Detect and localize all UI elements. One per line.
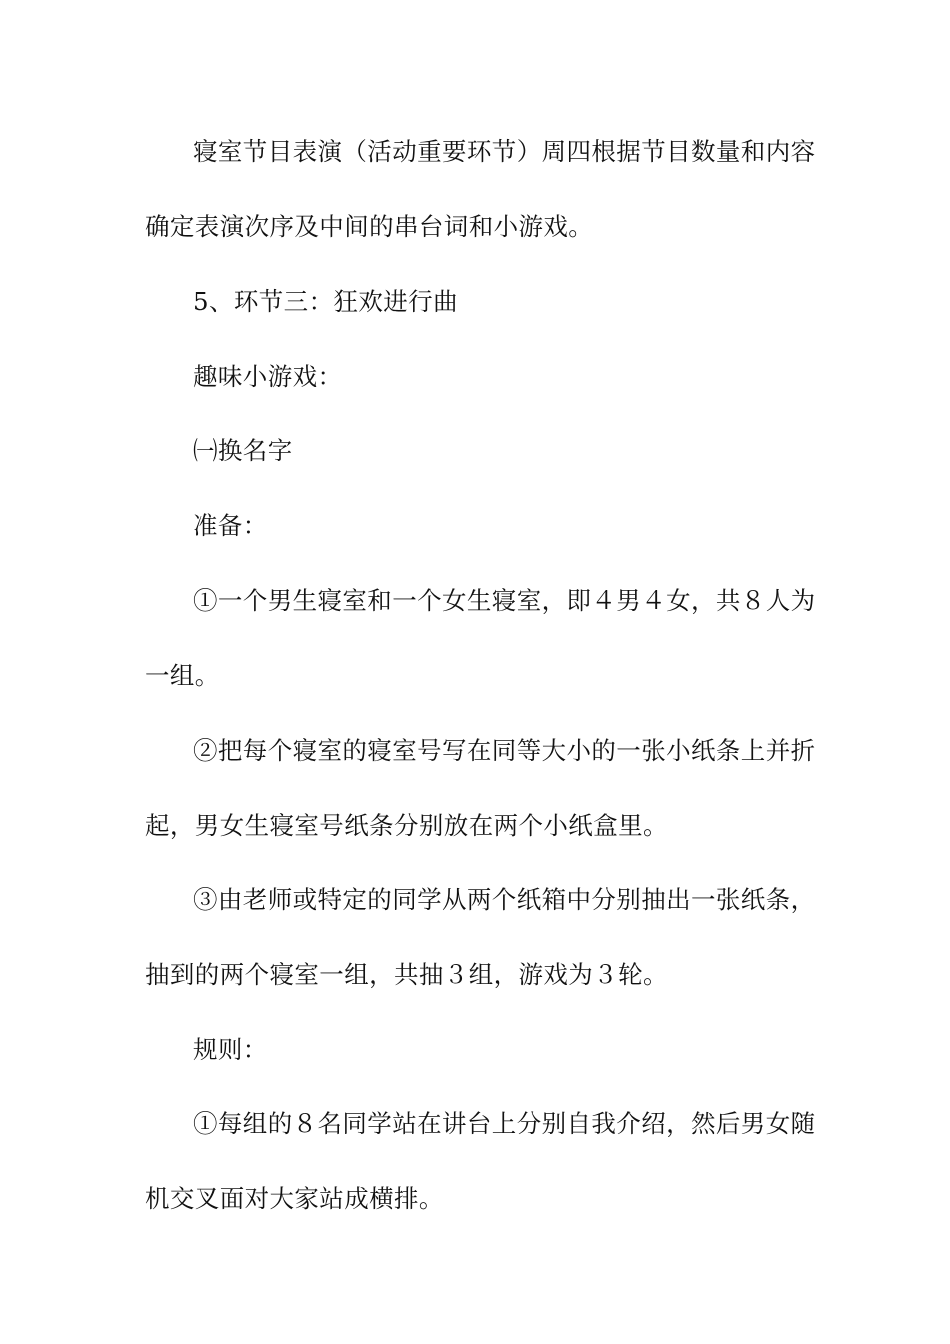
rule-item-1-line-2: 机交叉面对大家站成横排。 [145, 1184, 444, 1213]
prep-item-2-line-2: 起，男女生寝室号纸条分别放在两个小纸盒里。 [145, 811, 668, 840]
prep-item-3-line-1: ③由老师或特定的同学从两个纸箱中分别抽出一张纸条， [193, 885, 816, 914]
section-heading: 5、环节三：狂欢进行曲 [193, 287, 458, 316]
game-title: ㈠换名字 [193, 436, 293, 465]
prep-item-1-line-2: 一组。 [145, 661, 220, 690]
rule-item-1-line-1: ①每组的８名同学站在讲台上分别自我介绍，然后男女随 [193, 1109, 816, 1138]
label-rules: 规则： [193, 1035, 268, 1064]
paragraph-line-1: 寝室节目表演（活动重要环节）周四根据节目数量和内容 [193, 137, 816, 166]
prep-item-2-line-1: ②把每个寝室的寝室号写在同等大小的一张小纸条上并折 [193, 736, 816, 765]
prep-item-1-line-1: ①一个男生寝室和一个女生寝室，即４男４女，共８人为 [193, 586, 816, 615]
label-preparation: 准备： [193, 511, 268, 540]
paragraph-line-2: 确定表演次序及中间的串台词和小游戏。 [145, 212, 594, 241]
subheading-games: 趣味小游戏： [193, 362, 343, 391]
prep-item-3-line-2: 抽到的两个寝室一组，共抽３组，游戏为３轮。 [145, 960, 668, 989]
